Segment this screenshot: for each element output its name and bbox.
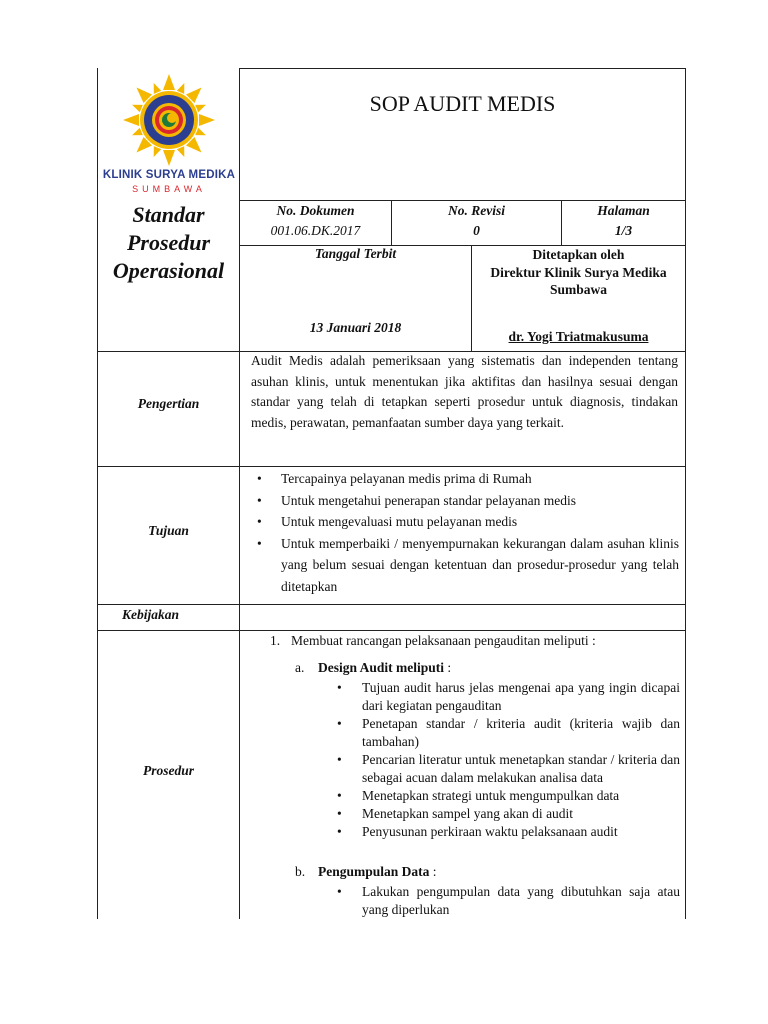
sub-b-colon: : [429, 864, 437, 879]
sub-b-heading [318, 864, 437, 880]
no-revisi-cell [392, 200, 561, 241]
signer-name: dr. Yogi Triatmakusuma [508, 329, 649, 344]
list-item: • Tercapainya pelayanan medis prima di Rumah [245, 468, 679, 490]
table-line [97, 466, 685, 467]
tujuan-label: Tujuan [148, 523, 189, 538]
sub-b-list [296, 883, 680, 919]
no-revisi-label: No. Revisi [448, 203, 505, 218]
ditetapkan-line: Direktur Klinik Surya Medika [490, 264, 667, 280]
prosedur-label: Prosedur [142, 763, 194, 778]
no-dokumen-label: No. Dokumen [276, 203, 355, 218]
sop-label-line: Operasional [112, 258, 225, 283]
list-item: • Untuk mengevaluasi mutu pelayanan medis [245, 511, 679, 533]
ditetapkan-line: Sumbawa [549, 282, 608, 297]
table-line [685, 68, 686, 638]
table-line [239, 68, 685, 69]
table-line [97, 68, 98, 919]
list-item: • Untuk memperbaiki / menyempurnakan kekurangan dalam asuhan klinis yang belum sesuai dengan ketentuan dan prosedur-prosedur yang telah ditetapkan [245, 533, 679, 598]
sop-label [98, 201, 239, 285]
sub-b-marker: b. [295, 864, 306, 879]
ditetapkan-block [472, 246, 685, 299]
halaman-cell [562, 200, 685, 241]
table-line [97, 630, 685, 631]
sop-label-line: Prosedur [126, 230, 211, 255]
list-item: • Menetapkan strategi untuk mengumpulkan data [296, 787, 680, 805]
pengertian-label: Pengertian [137, 396, 200, 411]
clinic-logo [100, 70, 238, 200]
pengertian-text: Audit Medis adalah pemeriksaan yang sistematis dan independen tentang asuhan klinis, untuk menentukan jika aktifitas dan hasilnya sesuai dengan standar yang telah di tetapkan seperti prosedur untuk diagnosis, tindakan medis, perawatan, pemanfaatan sumber daya yang terkait. [251, 353, 678, 430]
kebijakan-label: Kebijakan [122, 607, 180, 622]
list-item: • Untuk mengetahui penerapan standar pelayanan medis [245, 490, 679, 512]
list-item: • Tujuan audit harus jelas mengenai apa yang ingin dicapai dari kegiatan pengauditan [296, 679, 680, 715]
ditetapkan-line: Ditetapkan oleh [532, 247, 625, 262]
list-item: • Menetapkan sampel yang akan di audit [296, 805, 680, 823]
no-revisi-value: 0 [473, 223, 480, 238]
sub-a-marker: a. [295, 660, 305, 675]
clinic-location: SUMBAWA [132, 184, 206, 194]
sub-a-heading [318, 660, 451, 676]
sop-label-line: Standar [132, 202, 205, 227]
list-item: • Penetapan standar / kriteria audit (kriteria wajib dan tambahan) [296, 715, 680, 751]
sub-a-colon: : [444, 660, 452, 675]
page-title: SOP AUDIT MEDIS [369, 91, 556, 116]
tanggal-label: Tanggal Terbit [314, 246, 397, 261]
list-item: • Lakukan pengumpulan data yang dibutuhkan saja atau yang diperlukan [296, 883, 680, 919]
table-line [685, 630, 686, 919]
table-line [97, 604, 685, 605]
prosedur-step: Membuat rancangan pelaksanaan pengauditan meliputi : [291, 633, 596, 648]
list-item: • Pencarian literatur untuk menetapkan standar / kriteria dan sebagai acuan dalam melakukan analisa data [296, 751, 680, 787]
sun-emblem-icon [100, 70, 238, 170]
table-line [239, 68, 240, 638]
no-dokumen-cell [240, 200, 391, 241]
no-dokumen-value: 001.06.DK.2017 [270, 223, 361, 238]
tujuan-list [245, 468, 679, 597]
clinic-name: KLINIK SURYA MEDIKA [102, 169, 236, 181]
list-item: • Penyusunan perkiraan waktu pelaksanaan audit [296, 823, 680, 841]
halaman-value: 1/3 [614, 223, 633, 238]
table-line [239, 630, 240, 919]
tanggal-value: 13 Januari 2018 [309, 320, 402, 335]
sub-a-title: Design Audit meliputi [318, 660, 445, 675]
prosedur-step-number: 1. [270, 633, 281, 648]
sub-b-title: Pengumpulan Data [318, 864, 430, 879]
sub-a-list [296, 679, 680, 841]
halaman-label: Halaman [597, 203, 650, 218]
